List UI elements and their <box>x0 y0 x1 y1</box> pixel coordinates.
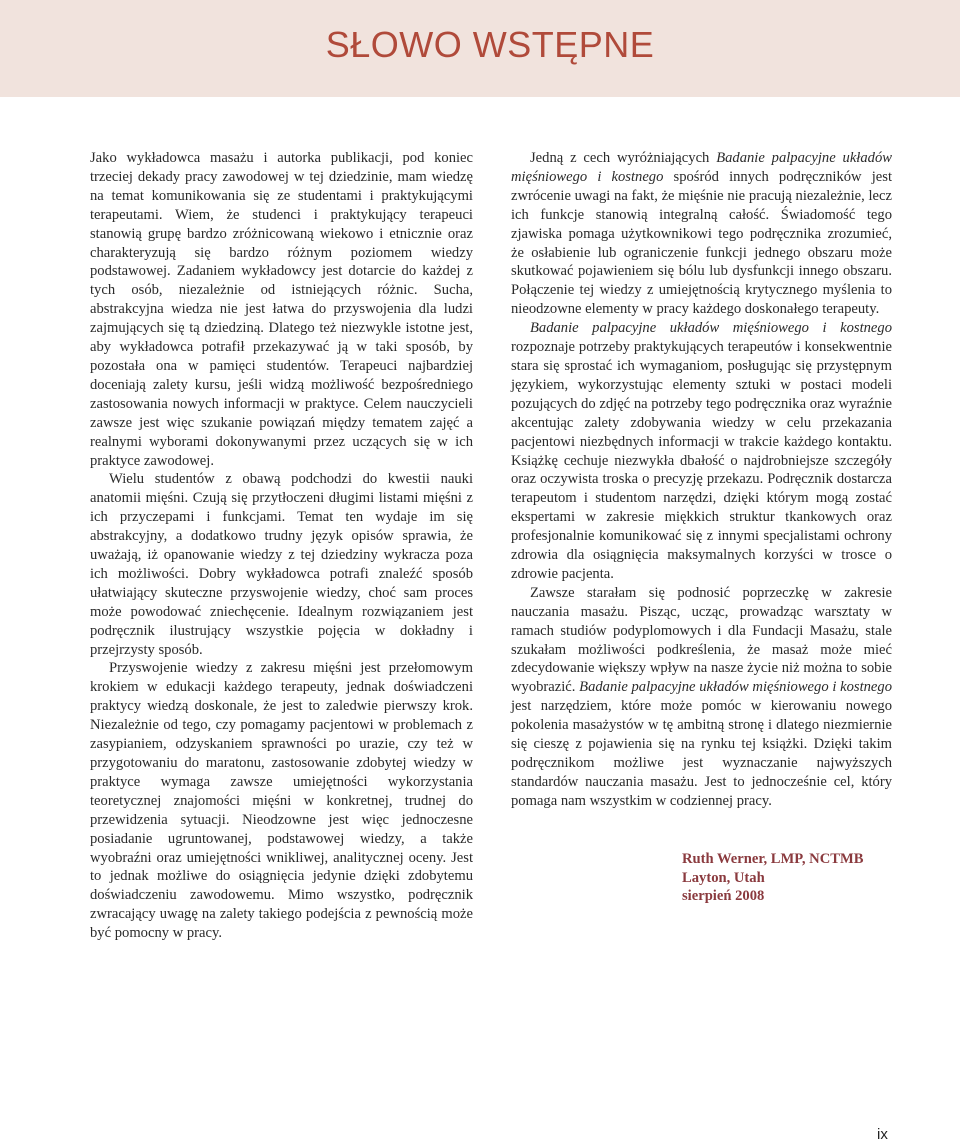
header-band <box>0 0 960 97</box>
left-paragraph-3: Przyswojenie wiedzy z zakresu mięśni jest przełomowym krokiem w edukacji każdego terapeuty, jednak doświadczeni praktycy wiedzą doskonale, że jest to zaledwie pierwszy krok. Niezależnie od tego, czy pomagamy pacjentowi w problemach z zasypianiem, odzyskaniem sprawności po urazie, czy też w przygotowaniu do maratonu, zastosowanie zdobytej wiedzy w praktyce wymaga zawsze umiejętności wykorzystania teoretycznej znajomości mięśni w konkretnej, trudnej do przewidzenia sytuacji. Nieodzowne jest więc jednoczesne posiadanie ugruntowanej, podstawowej wiedzy, a także wyobraźni oraz umiejętności wnikliwej, analitycznej oceny. Jest to jednak możliwe do osiągnięcia jedynie dzięki zdobytemu doświadczeniu zawodowemu. Mimo wszystko, podręcznik zwracający uwagę na zalety takiego podejścia z pewnością może być pomocny w pracy. <box>90 660 473 942</box>
right-paragraph-1 <box>511 149 892 319</box>
author-location: Layton, Utah <box>682 869 765 886</box>
right-paragraph-1-rest: spośród innych podręczników jest zwrócenie uwagi na fakt, że mięśnie nie pracują niezależnie, lecz ich funkcje stanowią integralną całość. Świadomość tego zjawiska pomaga użytkownikowi tego podręcznika zrozumieć, że osłabienie lub ograniczenie funkcji jednego obszaru może skutkować pojawieniem się bólu lub dysfunkcji innego obszaru. Połączenie tej wiedzy z umiejętnością krytycznego myślenia to nieodzowne elementy w pracy każdego doskonałego terapeuty. <box>511 168 892 318</box>
left-column <box>90 149 473 943</box>
left-paragraph-1: Jako wykładowca masażu i autorka publikacji, pod koniec trzeciej dekady pracy zawodowej w tej dziedzinie, mam wiedzę na temat komunikowania się ze studentami i praktykującymi terapeutami. Wiem, że studenci i praktykujący terapeuci stanowią grupę bardzo zróżnicowaną wiekowo i etnicznie oraz charakteryzują się bardzo różnym poziomem wiedzy podstawowej. Zadaniem wykładowcy jest dotarcie do każdej z tych osób, niezależnie od istniejących różnic. Sucha, abstrakcyjna wiedza nie jest łatwa do przyswojenia dla ludzi zajmujących się tą dziedziną. Dlatego też niezwykle istotne jest, aby wykładowca potrafił przekazywać ją w taki sposób, by pozostała ona w pamięci studentów. Terapeuci najbardziej doceniają zalety kursu, jeśli widzą możliwość bezpośredniego zastosowania nowych informacji w praktyce. Celem nauczycieli zawsze jest więc szukanie powiązań między tematem zajęć a realnymi wyborami dokonywanymi przez uczących się w ich praktyce zawodowej. <box>90 150 473 469</box>
book-title-italic: Badanie palpacyjne układów mięśniowego i kostnego <box>579 679 892 696</box>
author-name: Ruth Werner, LMP, NCTMB <box>682 851 864 867</box>
signature-block <box>682 850 864 906</box>
left-paragraph-2: Wielu studentów z obawą podchodzi do kwestii nauki anatomii mięśni. Czują się przytłoczeni długimi listami mięśni z ich przyczepami i funkcjami. Temat ten wydaje im się abstrakcyjny, a dodatkowo trudny język opisów sprawia, że uważają, iż opanowanie wiedzy z tej dziedziny wykracza poza ich możliwości. Dobry wykładowca potrafi znaleźć sposób ułatwiający skuteczne przyswojenie wiedzy, choć sam proces może powodować zniechęcenie. Idealnym rozwiązaniem jest podręcznik ilustrujący wszystkie pojęcia w dokładny i przejrzysty sposób. <box>90 471 473 658</box>
signature-date: sierpień 2008 <box>682 888 765 905</box>
book-title-italic: Badanie palpacyjne układów mięśniowego i kostnego <box>530 320 892 337</box>
right-paragraph-3-rest: jest narzędziem, które może pomóc w kierowaniu nowego pokolenia masażystów w tę ambitną stronę i dlatego niezmiernie się cieszę z pojawienia się na rynku tej książki. Dzięki takim podręcznikom możliwe jest wyznaczanie najwyższych standardów nauczania masażu. Jest to jednocześnie cel, który pomaga nam wszystkim w codziennej pracy. <box>511 698 892 809</box>
right-paragraph-1-lead: Jedną z cech wyróżniających <box>530 150 717 166</box>
right-paragraph-3 <box>511 584 892 811</box>
page-title: SŁOWO WSTĘPNE <box>325 24 655 65</box>
page-number: ix <box>877 1126 888 1143</box>
right-paragraph-2 <box>511 319 892 584</box>
book-title-italic: Badanie palpacyjne układów mięśniowego i kostnego <box>511 150 892 185</box>
right-column <box>511 149 892 811</box>
right-paragraph-3-lead: Zawsze starałam się podnosić poprzeczkę w zakresie nauczania masażu. Pisząc, ucząc, prowadząc warsztaty w ramach studiów podyplomowych i dla Fundacji Masażu, stale szukałam możliwości podkreślenia, że masaż może mieć zdecydowanie większy wpływ na nasze życie niż można to sobie wyobrazić. <box>511 584 892 696</box>
right-paragraph-2-rest: rozpoznaje potrzeby praktykujących terapeutów i konsekwentnie stara się sprostać ich wymaganiom, posługując się przystępnym językiem, wykorzystując elementy sztuki w postaci modeli pozujących do zdjęć na potrzeby tego podręcznika oraz wyraźnie akcentując zalety zdobywania wiedzy w celu przekazania pacjentowi niezbędnych informacji w trakcie każdego kontaktu. Książkę cechuje niezwykła dbałość o najdrobniejsze szczegóły oraz oczywista troska o precyzję przekazu. Podręcznik dostarcza terapeutom i studentom narzędzi, dzięki którym mogą zostać ekspertami w zakresie miękkich struktur tkankowych oraz profesjonalnie komunikować się z innymi specjalistami ochrony zdrowia dla osiągnięcia maksymalnych korzyści w trosce o zdrowie pacjenta. <box>511 339 892 582</box>
